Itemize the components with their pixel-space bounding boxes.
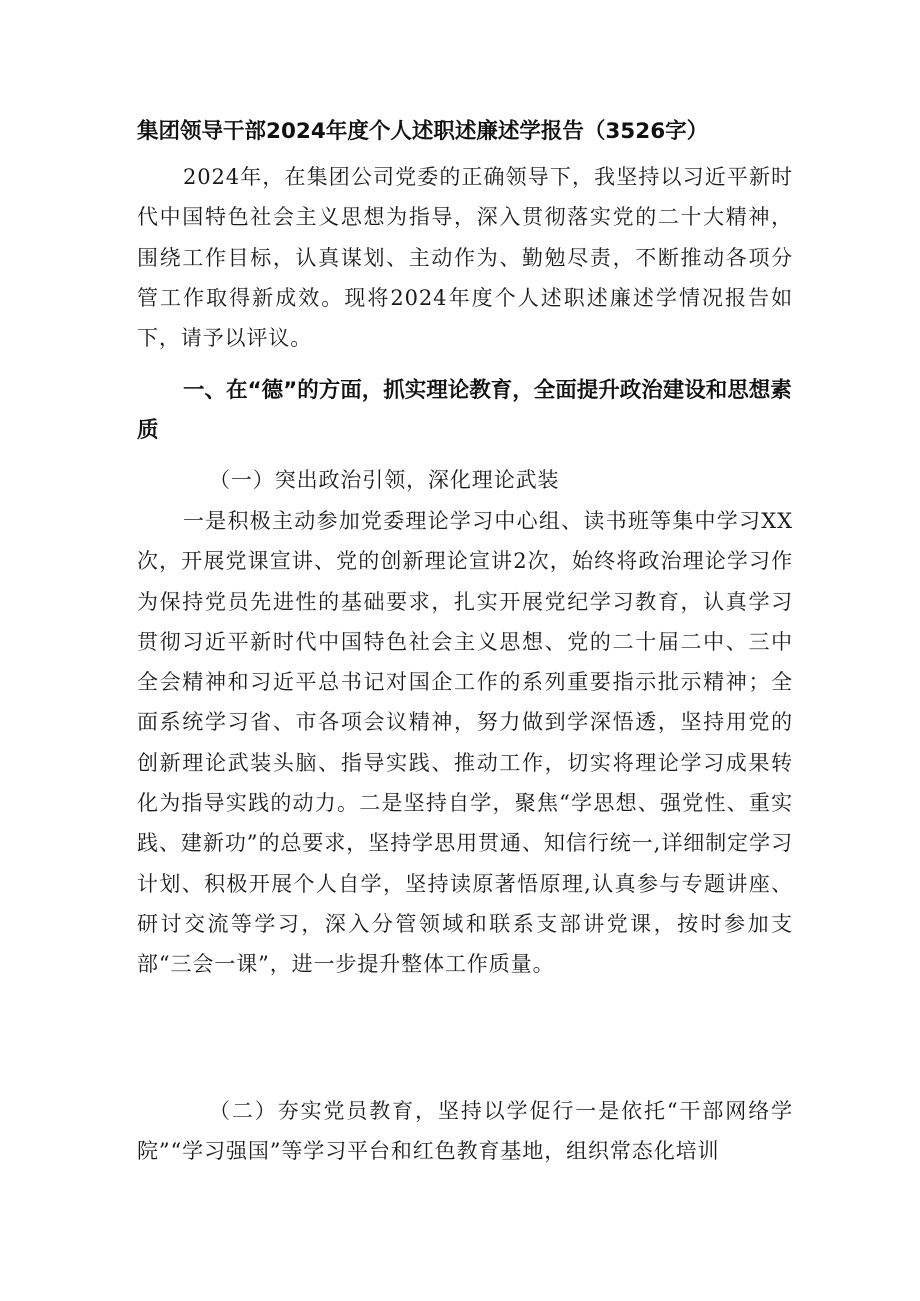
- subsection-2-paragraph: （二）夯实党员教育，坚持以学促行一是依托“干部网络学院”“学习强国”等学习平台和红色教育基地，组织常态化培训: [137, 1099, 793, 1164]
- intro-paragraph: 2024年，在集团公司党委的正确领导下，我坚持以习近平新时代中国特色社会主义思想为指导，深入贯彻落实党的二十大精神，围绕工作目标，认真谋划、主动作为、勤勉尽责，不断推动各项分管工作取得新成效。现将2024年度个人述职述廉述学情况报告如下，请予以评议。: [137, 165, 793, 351]
- subsection-heading-1: （一）突出政治引领，深化理论武装: [209, 468, 560, 492]
- section-heading-1: 一、在“德”的方面，抓实理论教育，全面提升政治建设和思想素质: [137, 378, 792, 443]
- document-title: 集团领导干部2024年度个人述职述廉述学报告（3526字）: [137, 119, 709, 144]
- subsection-1-paragraph: 一是积极主动参加党委理论学习中心组、读书班等集中学习XX次，开展党课宣讲、党的创新理论宣讲2次，始终将政治理论学习作为保持党员先进性的基础要求，扎实开展党纪学习教育，认真学习贯彻习近平新时代中国特色社会主义思想、党的二十届二中、三中全会精神和习近平总书记对国企工作的系列重要指示批示精神；全面系统学习省、市各项会议精神，努力做到学深悟透，坚持用党的创新理论武装头脑、指导实践、推动工作，切实将理论学习成果转化为指导实践的动力。二是坚持自学，聚焦“学思想、强党性、重实践、建新功”的总要求，坚持学思用贯通、知信行统一,详细制定学习计划、积极开展个人自学，坚持读原著悟原理,认真参与专题讲座、研讨交流等学习，深入分管领域和联系支部讲党课，按时参加支部“三会一课”，进一步提升整体工作质量。: [137, 509, 793, 977]
